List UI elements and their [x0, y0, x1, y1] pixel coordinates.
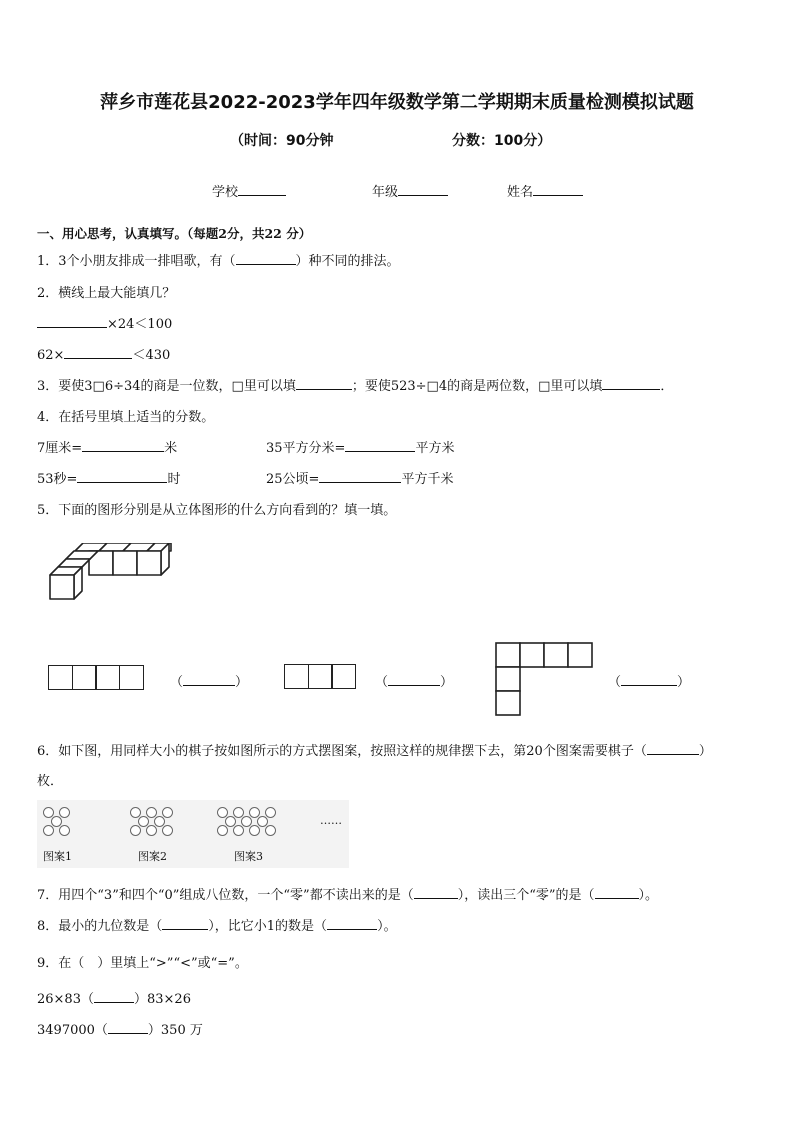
- q8-blank-2[interactable]: [327, 917, 377, 930]
- view-3-blank[interactable]: [621, 673, 677, 686]
- view-2-blank[interactable]: [388, 673, 440, 686]
- q4-item-a: [37, 437, 177, 456]
- q4-b-text: 35平方分米=: [266, 441, 346, 456]
- view-1-square: [48, 665, 73, 690]
- q6-text-c: 枚．: [37, 774, 64, 789]
- chess-piece: [130, 825, 141, 836]
- q4-d-unit: 平方千米: [401, 472, 454, 487]
- view-1-paren-right: ）: [235, 675, 249, 690]
- question-5: 5．下面的图形分别是从立体图形的什么方向看到的？填一填。: [37, 503, 397, 518]
- q1-text-b: ）种不同的排法。: [295, 254, 400, 269]
- q2-blank-1[interactable]: [37, 315, 107, 328]
- chess-piece: [265, 825, 276, 836]
- q9-row-2: [37, 1019, 203, 1038]
- school-field[interactable]: [212, 181, 286, 200]
- pattern-label-3: 图案3: [234, 850, 263, 863]
- chess-piece: [59, 807, 70, 818]
- view-3-answer[interactable]: [608, 671, 690, 690]
- q3-blank-1[interactable]: [296, 377, 352, 390]
- view-figure-1: [48, 665, 142, 690]
- chess-piece: [233, 825, 244, 836]
- school-blank[interactable]: [238, 183, 286, 196]
- grade-blank[interactable]: [398, 183, 448, 196]
- q6-text-a: 6．如下图，用同样大小的棋子按如图所示的方式摆图案，按照这样的规律摆下去，第20个图案需要棋子（: [37, 744, 647, 759]
- chess-piece: [59, 825, 70, 836]
- question-1: [37, 250, 400, 269]
- q7-text-c: ）。: [638, 888, 659, 903]
- q8-text-a: 8．最小的九位数是（: [37, 919, 163, 934]
- q3-text-c: ．: [660, 379, 674, 394]
- q4-b-blank[interactable]: [345, 439, 415, 452]
- view-1-square: [95, 665, 120, 690]
- q9-row-1: [37, 988, 191, 1007]
- q7-blank-2[interactable]: [595, 886, 639, 899]
- chess-pattern-figure: [37, 800, 349, 868]
- view-1-answer[interactable]: [170, 671, 248, 690]
- q6-text-b: ）: [698, 744, 712, 759]
- view-2-paren-right: ）: [440, 675, 454, 690]
- q9-r1-text-b: ）83×26: [133, 992, 191, 1007]
- q9-r2-blank[interactable]: [108, 1021, 148, 1034]
- view-1-paren-left: （: [170, 675, 184, 690]
- q1-blank[interactable]: [236, 252, 296, 265]
- view-2-paren-left: （: [375, 675, 389, 690]
- pattern-label-2: 图案2: [138, 850, 167, 863]
- q8-blank-1[interactable]: [162, 917, 208, 930]
- q4-c-unit: 时: [167, 472, 181, 487]
- view-1-square: [72, 665, 97, 690]
- question-7: [37, 884, 658, 903]
- section-heading: 一、用心思考，认真填写。（每题2分，共22 分）: [37, 226, 312, 241]
- school-label: 学校: [212, 185, 239, 200]
- q4-c-blank[interactable]: [77, 470, 167, 483]
- q3-blank-2[interactable]: [602, 377, 660, 390]
- name-blank[interactable]: [533, 183, 583, 196]
- question-2-line-2: [37, 344, 170, 363]
- q4-b-unit: 平方米: [415, 441, 455, 456]
- question-3: [37, 375, 673, 394]
- view-figure-2: [284, 664, 355, 689]
- view-3-paren-left: （: [608, 675, 622, 690]
- view-2-answer[interactable]: [375, 671, 453, 690]
- exam-score: 分数：100分）: [452, 133, 552, 149]
- view-2-square: [308, 664, 333, 689]
- question-6: [37, 740, 712, 759]
- name-field[interactable]: [507, 181, 583, 200]
- chess-piece: [249, 825, 260, 836]
- view-3-paren-right: ）: [677, 675, 691, 690]
- q2-l2-text-b: ＜430: [132, 348, 171, 363]
- q3-text-a: 3．要使3□6÷34的商是一位数，□里可以填: [37, 379, 296, 394]
- q7-blank-1[interactable]: [414, 886, 458, 899]
- q2-l1-text: ×24＜100: [107, 317, 173, 332]
- chess-piece: [265, 807, 276, 818]
- q4-item-b: [266, 437, 454, 456]
- q9-r2-text-b: ）350 万: [147, 1023, 203, 1038]
- q7-text-a: 7．用四个“3”和四个“0”组成八位数，一个“零”都不读出来的是（: [37, 888, 414, 903]
- view-2-square: [331, 664, 356, 689]
- chess-piece: [146, 825, 157, 836]
- q9-r1-text-a: 26×83（: [37, 992, 94, 1007]
- question-2: 2．横线上最大能填几？: [37, 286, 176, 301]
- pattern-label-1: 图案1: [43, 850, 72, 863]
- view-2-square: [284, 664, 309, 689]
- q4-d-text: 25公顷=: [266, 472, 320, 487]
- pattern-ellipsis: ……: [320, 814, 342, 827]
- q4-d-blank[interactable]: [319, 470, 401, 483]
- view-1-blank[interactable]: [183, 673, 235, 686]
- q4-a-text: 7厘米=: [37, 441, 83, 456]
- exam-time: （时间：90分钟: [230, 133, 334, 149]
- q9-r1-blank[interactable]: [94, 990, 134, 1003]
- name-label: 姓名: [507, 185, 534, 200]
- q4-a-unit: 米: [164, 441, 178, 456]
- q3-text-b: ；要使523÷□4的商是两位数，□里可以填: [351, 379, 603, 394]
- question-4: 4．在括号里填上适当的分数。: [37, 410, 215, 425]
- view-figure-3: [494, 641, 596, 719]
- q4-c-text: 53秒=: [37, 472, 78, 487]
- chess-piece: [162, 825, 173, 836]
- q9-r2-text-a: 3497000（: [37, 1023, 108, 1038]
- q8-text-b: ），比它小1的数是（: [208, 919, 328, 934]
- q4-item-c: [37, 468, 180, 487]
- chess-piece: [217, 825, 228, 836]
- q7-text-b: ），读出三个“零”的是（: [457, 888, 595, 903]
- grade-label: 年级: [372, 185, 399, 200]
- question-2-line-1: [37, 313, 172, 332]
- solid-figure: [40, 543, 180, 615]
- q8-text-c: ）。: [377, 919, 397, 934]
- q4-item-d: [266, 468, 453, 487]
- grade-field[interactable]: [372, 181, 448, 200]
- view-1-square: [119, 665, 144, 690]
- chess-piece: [162, 807, 173, 818]
- q6-blank[interactable]: [647, 742, 699, 755]
- page-title: 萍乡市莲花县2022-2023学年四年级数学第二学期期末质量检测模拟试题: [100, 92, 694, 113]
- chess-piece: [43, 825, 54, 836]
- q1-text-a: 1．3个小朋友排成一排唱歌，有（: [37, 254, 236, 269]
- q2-l2-text-a: 62×: [37, 348, 65, 363]
- q4-a-blank[interactable]: [82, 439, 164, 452]
- question-9: 9．在（ ）里填上“>”“<”或“=”。: [37, 956, 248, 971]
- question-8: [37, 915, 397, 934]
- q2-blank-2[interactable]: [64, 346, 132, 359]
